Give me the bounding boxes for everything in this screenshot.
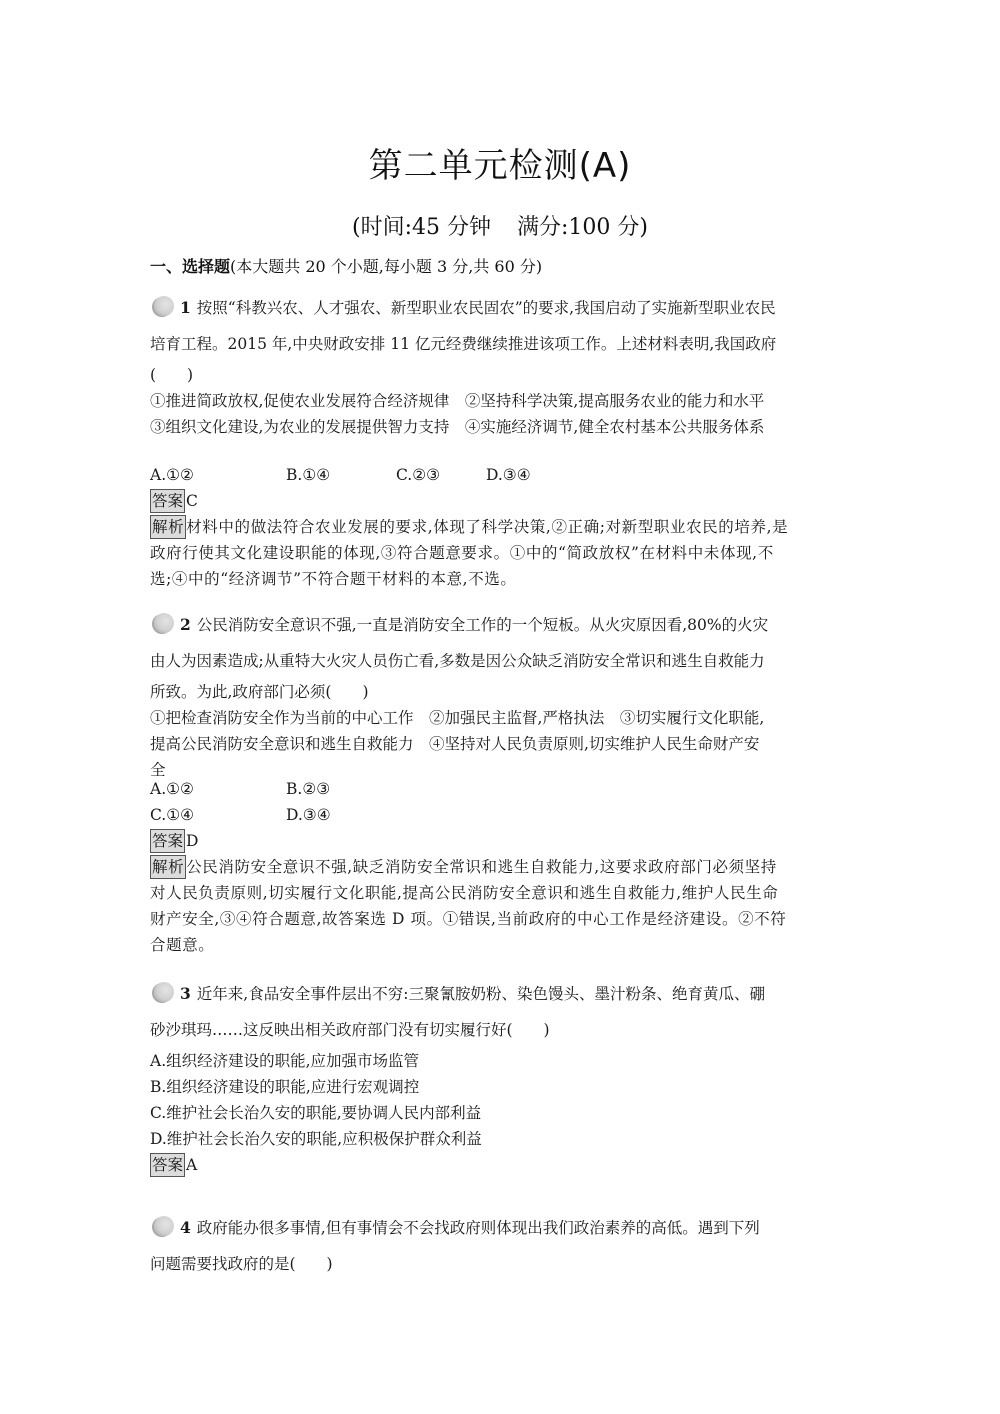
question-1 xyxy=(150,290,855,440)
analysis-text: 财产安全,③④符合题意,故答案选 D 项。①错误,当前政府的中心工作是经济建设。②不符 xyxy=(150,910,787,928)
question-stem-line: 问题需要找政府的是( ) xyxy=(150,1255,333,1273)
option-d: D.③④ xyxy=(286,806,331,824)
exam-time: (时间:45 分钟 xyxy=(352,215,491,240)
statement-line: 提高公民消防安全意识和逃生自救能力 ④坚持对人民负责原则,切实维护人民生命财产安 xyxy=(150,735,760,753)
option-a: A.①② xyxy=(150,466,194,484)
answer-label: 答案 xyxy=(150,1153,185,1177)
exam-full-score: 满分:100 分) xyxy=(517,215,648,240)
answer-value: C xyxy=(186,492,198,510)
question-1-options xyxy=(150,462,855,488)
question-stem-line: 培育工程。2015 年,中央财政安排 11 亿元经费继续推进该项工作。上述材料表明,我国政府 xyxy=(150,335,777,353)
statement-line: ③组织文化建设,为农业的发展提供智力支持 ④实施经济调节,健全农村基本公共服务体系 xyxy=(150,418,765,436)
statement-line: 全 xyxy=(150,761,166,779)
answer-blank: ( ) xyxy=(150,366,194,384)
question-number: 2 xyxy=(180,615,191,634)
answer-label: 答案 xyxy=(150,829,185,853)
question-number: 3 xyxy=(180,984,191,1003)
analysis-text: 政府行使其文化建设职能的体现,③符合题意要求。①中的“简政放权”在材料中未体现,不 xyxy=(150,544,774,562)
answer-value: D xyxy=(186,832,199,850)
analysis-text: 公民消防安全意识不强,缺乏消防安全常识和逃生自救能力,这要求政府部门必须坚持 xyxy=(186,858,777,876)
question-stem-line: 所致。为此,政府部门必须( ) xyxy=(150,683,369,701)
option-c: C.维护社会长治久安的职能,要协调人民内部利益 xyxy=(150,1104,482,1122)
question-stem-line: 4 政府能办很多事情,但有事情会不会找政府则体现出我们政治素养的高低。遇到下列 xyxy=(150,1210,855,1246)
question-2 xyxy=(150,607,855,783)
question-stem-line: 2 公民消防安全意识不强,一直是消防安全工作的一个短板。从火灾原因看,80%的火灾 xyxy=(150,607,855,643)
option-b: B.①④ xyxy=(286,466,331,484)
statement-line: ①把检查消防安全作为当前的中心工作 ②加强民主监督,严格执法 ③切实履行文化职能, xyxy=(150,709,765,727)
question-stem-line: 3 近年来,食品安全事件层出不穷:三聚氰胺奶粉、染色馒头、墨汁粉条、绝育黄瓜、硼 xyxy=(150,976,855,1012)
option-b: B.组织经济建设的职能,应进行宏观调控 xyxy=(150,1078,420,1096)
option-c: C.②③ xyxy=(396,466,441,484)
answer-value: A xyxy=(186,1156,198,1174)
question-3 xyxy=(150,976,855,1178)
question-4 xyxy=(150,1210,855,1282)
question-number: 4 xyxy=(180,1218,191,1237)
statement-line: ①推进简政放权,促使农业发展符合经济规律 ②坚持科学决策,提高服务农业的能力和水平 xyxy=(150,392,765,410)
option-b: B.②③ xyxy=(286,780,331,798)
question-stem-line: 砂沙琪玛……这反映出相关政府部门没有切实履行好( ) xyxy=(150,1021,550,1039)
option-c: C.①④ xyxy=(150,806,195,824)
question-marker-icon xyxy=(154,982,174,1002)
page-title: 第二单元检测(A) xyxy=(368,146,632,186)
option-a: A.①② xyxy=(150,780,194,798)
section-heading xyxy=(150,254,542,277)
question-number: 1 xyxy=(180,298,191,317)
option-d: D.维护社会长治久安的职能,应积极保护群众利益 xyxy=(150,1130,482,1148)
question-stem-line: 由人为因素造成;从重特大火灾人员伤亡看,多数是因公众缺乏消防安全常识和逃生自救能力 xyxy=(150,652,765,670)
answer-label: 答案 xyxy=(150,489,185,513)
question-marker-icon xyxy=(154,613,174,633)
option-d: D.③④ xyxy=(486,466,531,484)
question-marker-icon xyxy=(154,296,174,316)
analysis-label: 解析 xyxy=(150,515,186,539)
question-1-answer xyxy=(150,488,855,592)
analysis-label: 解析 xyxy=(150,855,186,879)
analysis-text: 材料中的做法符合农业发展的要求,体现了科学决策,②正确;对新型职业农民的培养,是 xyxy=(186,518,789,536)
option-a: A.组织经济建设的职能,应加强市场监管 xyxy=(150,1052,420,1070)
analysis-text: 合题意。 xyxy=(150,936,215,954)
exam-info xyxy=(0,210,1000,241)
question-2-answer xyxy=(150,828,855,958)
section-title: 一、选择题 xyxy=(150,257,231,276)
question-marker-icon xyxy=(154,1216,174,1236)
question-2-options xyxy=(150,776,855,828)
analysis-text: 对人民负责原则,切实履行文化职能,提高公民消防安全意识和逃生自救能力,维护人民生命 xyxy=(150,884,779,902)
analysis-text: 选;④中的“经济调节”不符合题干材料的本意,不选。 xyxy=(150,570,517,588)
section-note: (本大题共 20 个小题,每小题 3 分,共 60 分) xyxy=(230,257,543,276)
question-stem-line: 1 按照“科教兴农、人才强农、新型职业农民固农”的要求,我国启动了实施新型职业农民 xyxy=(150,290,855,326)
